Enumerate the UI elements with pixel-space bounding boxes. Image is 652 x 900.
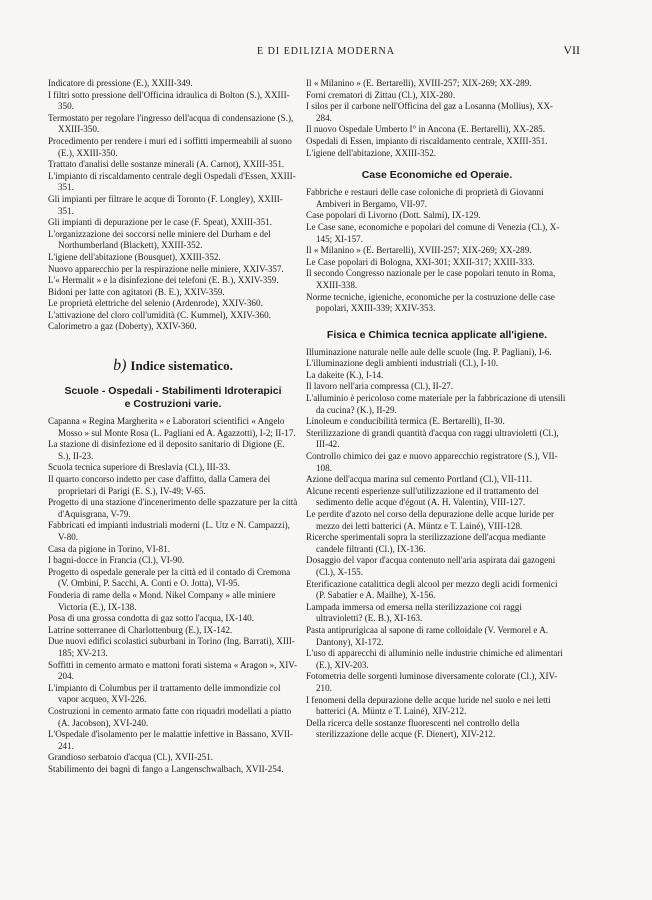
index-entry: Fotometria delle sorgenti luminose diversamente colorate (Cl.), XIV-210. — [306, 671, 558, 693]
index-entry: Eterificazione catalittica degli alcool per mezzo degli acidi formenici (P. Sabatier e A. Mailhe), X-156. — [306, 578, 558, 601]
index-entry: Due nuovi edifici scolastici suburbani in Torino (Ing. Barrati), XIII-185; XV-213. — [48, 636, 295, 658]
index-entry: Forni crematori di Zittau (Cl.), XIX-280. — [306, 89, 456, 100]
index-entry: Dosaggio del vapor d'acqua contenuto nell'aria aspirata dai gazogeni (Cl.), X-155. — [306, 555, 556, 577]
index-entry: Costruzioni in cemento armato fatte con riquadri modellati a piatto (A. Jacobson), XVI-240. — [48, 705, 292, 728]
index-entry: Termostato per regolare l'ingresso dell'acqua di condensazione (S.), XXIII-350. — [48, 112, 294, 135]
index-entry: I bagni-docce in Francia (Cl.), VI-90. — [48, 555, 185, 566]
index-entry: Fabbriche e restauri delle case coloniche di proprietà di Giovanni Ambiveri in Bergamo, VII-97. — [306, 187, 544, 209]
index-entry: L'alluminio è pericoloso come materiale per la fabbricazione di utensili da cucina? (K.), II-29. — [306, 393, 566, 415]
index-entry: Linoleum e conducibilità termica (E. Bertarelli), II-30. — [306, 416, 505, 427]
index-entry: Le Case popolari di Bologna, XXI-301; XXII-317; XXIII-333. — [306, 256, 535, 267]
scuole-entry-list — [48, 416, 298, 775]
index-entry: Norme tecniche, igieniche, economiche per la costruzione delle case popolari, XXIII-339; XXIV-353. — [306, 291, 555, 314]
index-entry: Controllo chimico dei gaz e nuovo apparecchio registratore (S.), VII-108. — [306, 451, 558, 473]
index-entry: Case popolari di Livorno (Dott. Salmi), IX-129. — [306, 210, 481, 221]
index-entry: Fabbricati ed impianti industriali moderni (L. Utz e N. Campazzi), V-80. — [48, 520, 290, 542]
section-title-scuole — [48, 385, 298, 411]
index-entry: Ospedali di Essen, impianto di riscaldamento centrale, XXIII-351. — [306, 135, 548, 146]
index-entry: Fonderia di rame della « Mond. Nikel Company » alle miniere Victoria (E.), IX-138. — [48, 589, 276, 612]
index-entry: Le perdite d'azoto nel corso della depurazione delle acque luride per mezzo dei letti batterici (A. Müntz e T. Lainé), VIII-128. — [306, 509, 555, 531]
index-entry: Casa da pigione in Torino, VI-81. — [48, 543, 171, 554]
index-entry: L'Ospedale d'isolamento per le malattie infettive in Bassano, XVII-241. — [48, 729, 293, 751]
index-entry: La dakeite (K.), I-14. — [306, 369, 384, 380]
case-entry-list — [306, 187, 568, 315]
left-column — [48, 78, 298, 775]
index-entry: Pasta antiprurigicaa al sapone di rame colloidale (V. Vermorel e A. Dantony), XI-172. — [306, 624, 549, 647]
index-entry: Latrine sotterranee di Charlottenburg (E.), IX-142. — [48, 624, 233, 635]
index-entry: L'organizzazione dei soccorsi nelle miniere del Durham e del Northumberland (Blackett), XXIII-352. — [48, 228, 271, 251]
index-entry: Capanna « Regina Margherita » e Laboratori scientifici « Angelo Mosso » sul Monte Rosa (L. Pagliani ed A. Agazzotti), I-2; II-17. — [48, 416, 296, 438]
index-entry: Grandioso serbatoio d'acqua (Cl.), XVII-251. — [48, 752, 214, 763]
index-entry: Progetto di ospedale generale per la città ed il contado di Cremona (V. Ombini, P. Sacchi, A. Conti e O. Jotta), VI-95. — [48, 566, 291, 589]
index-entry: Ricerche sperimentali sopra la sterilizzazione dell'acqua mediante candele filtranti (Cl.), IX-136. — [306, 532, 546, 554]
index-entry: Stabilimento dei bagni di fango a Langenschwalbach, XVII-254. — [48, 763, 284, 774]
index-entry: I filtri sotto pressione dell'Officina idraulica di Bolton (S.), XXIII-350. — [48, 89, 290, 112]
index-entry: Della ricerca delle sostanze fluorescenti nel controllo della sterilizzazione delle acque (F. Dienert), XIV-212. — [306, 717, 520, 740]
index-entry: Le Case sane, economiche e popolari del comune di Venezia (Cl.), X-145; XI-157. — [306, 221, 560, 244]
index-entry: Lampada immersa od emersa nella sterilizzazione coi raggi ultravioletti? (E. B.), XI-163. — [306, 601, 522, 624]
fisica-entry-list — [306, 347, 568, 741]
index-entry: Indicatore di pressione (E.), XXIII-349. — [48, 78, 193, 88]
index-entry: Azione dell'acqua marina sul cemento Portland (Cl.), VII-111. — [306, 474, 533, 485]
index-entry: L'impianto di riscaldamento centrale degli Ospedali d'Essen, XXIII-351. — [48, 170, 296, 193]
index-entry: I fenomeni della depurazione delle acque luride nel suolo e nei letti batterici (A. Müntz e T. Lainé), XIV-212. — [306, 694, 551, 717]
index-entry: Il lavoro nell'aria compressa (Cl.), II-27. — [306, 381, 454, 392]
index-entry: Nuovo apparecchio per la respirazione nelle miniere, XXIV-357. — [48, 263, 284, 274]
index-entry: Soffitti in cemento armato e mattoni forati sistema « Aragon », XIV-204. — [48, 659, 298, 682]
section-title-scuole-line2: e Costruzioni varie. — [124, 398, 222, 411]
index-entry: Calorimetro a gaz (Doberty), XXIV-360. — [48, 321, 197, 332]
index-entry: Gli impianti di depurazione per le case (F. Speat), XXIII-351. — [48, 217, 273, 228]
index-entry: Alcune recenti esperienze sull'utilizzazione ed il trattamento del sedimento delle acque d'égout (A. H. Valentin), VIII-127. — [306, 485, 539, 508]
page-header — [0, 42, 652, 62]
index-entry: Il « Milanino » (E. Bertarelli), XVIII-257; XIX-269; XX-289. — [306, 245, 532, 256]
section-title-scuole-line1: Scuole - Ospedali - Stabilimenti Idroterapici — [64, 385, 282, 398]
index-entry: Sterilizzazione di grandi quantità d'acqua con raggi ultravioletti (Cl.), III-42. — [306, 427, 559, 450]
index-entry: L'uso di apparecchi di alluminio nelle industrie chimiche ed alimentari (E.), XIV-203. — [306, 648, 563, 670]
index-entry: Posa di una grossa condotta di gaz sotto l'acqua, IX-140. — [48, 613, 254, 624]
index-entry: Procedimento per rendere i muri ed i soffitti impermeabili al suono (E.), XXIII-350. — [48, 135, 292, 158]
systematic-index-heading — [48, 357, 298, 375]
index-entry: Il nuovo Ospedale Umberto I° in Ancona (E. Bertarelli), XX-285. — [306, 124, 545, 135]
index-entry: I silos per il carbone nell'Officina del gaz a Losanna (Mollius), XX-284. — [306, 101, 553, 123]
systematic-index-title: Indice sistematico. — [130, 358, 233, 374]
systematic-index-prefix: b) — [113, 357, 127, 375]
index-entry: Il « Milanino » (E. Bertarelli), XVIII-257; XIX-269; XX-289. — [306, 78, 532, 88]
index-entry: Il quarto concorso indetto per case d'affitto, dalla Camera dei proprietari di Parigi (E. S.), IV-49; V-65. — [48, 474, 271, 496]
index-entry: L'igiene dell'abitazione (Bousquet), XXIII-352. — [48, 251, 221, 262]
section-title-case: Case Economiche ed Operaie. — [361, 169, 513, 182]
index-entry: Trattato d'analisi delle sostanze minerali (A. Carnot), XXIII-351. — [48, 159, 285, 170]
section-title-fisica: Fisica e Chimica tecnica applicate all'igiene. — [326, 328, 548, 341]
right-column — [306, 78, 568, 741]
index-entry: La stazione di disinfezione ed il deposito sanitario di Digione (E. S.), II-23. — [48, 439, 285, 461]
index-entry: Scuola tecnica superiore di Breslavia (Cl.), III-33. — [48, 462, 231, 473]
index-entry: Il secondo Congresso nazionale per le case popolari tenuto in Roma, XXIII-338. — [306, 268, 556, 290]
index-entry: L'impianto di Columbus per il trattamento delle immondizie col vapor acqueo, XVI-226. — [48, 682, 281, 705]
index-entry: Illuminazione naturale nelle aule delle scuole (Ing. P. Pagliani), I-6. — [306, 346, 552, 357]
index-entry: L'igiene dell'abitazione, XXIII-352. — [306, 147, 437, 158]
index-entry: Bidoni per latte con agitatori (B. E.), XXIV-359. — [48, 286, 225, 297]
running-title: E DI EDILIZIA MODERNA — [257, 46, 395, 57]
index-entry: L'« Hermalit » e la disinfezione dei telefoni (E. B.), XXIV-359. — [48, 275, 279, 286]
index-entry: Le proprietà elettriche del selenio (Ardenrode), XXIV-360. — [48, 298, 263, 309]
right-top-entry-list — [306, 78, 568, 159]
index-entry: Progetto di una stazione d'incenerimento delle spazzature per la città d'Aquisgrana, V-79. — [48, 497, 298, 519]
page-number: VII — [563, 43, 580, 57]
index-entry: L'attivazione del cloro coll'umidità (C. Kummel), XXIV-360. — [48, 309, 271, 320]
left-top-entry-list — [48, 78, 298, 333]
index-entry: L'illuminazione degli ambienti industriali (Cl.), I-10. — [306, 358, 499, 369]
index-entry: Gli impianti per filtrare le acque di Toronto (F. Longley), XXIII-351. — [48, 193, 283, 216]
